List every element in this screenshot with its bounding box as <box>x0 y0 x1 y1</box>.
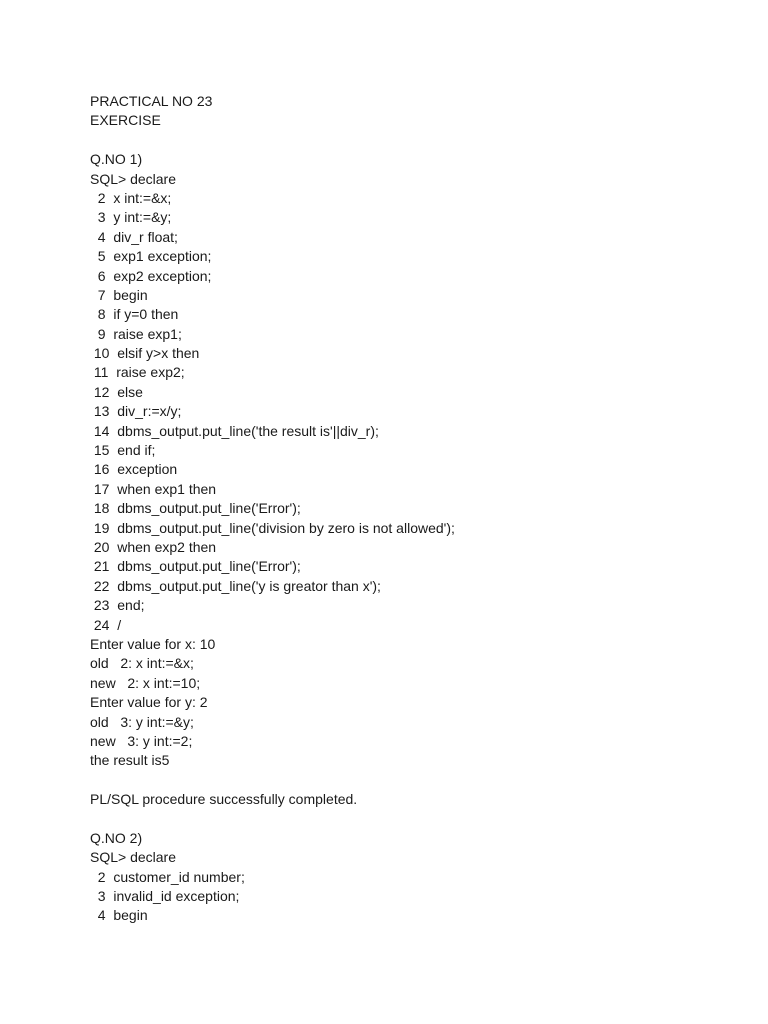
document-line: 9 raise exp1; <box>90 325 182 342</box>
document-line: 4 begin <box>90 907 148 924</box>
document-line: the result is5 <box>90 752 170 769</box>
document-line: 22 dbms_output.put_line('y is greator than x'); <box>90 577 381 594</box>
document-line: 13 div_r:=x/y; <box>90 403 182 420</box>
document-line: Enter value for y: 2 <box>90 694 208 711</box>
document-line: SQL> declare <box>90 849 176 866</box>
document-line: SQL> declare <box>90 170 176 187</box>
document-line: new 2: x int:=10; <box>90 674 201 691</box>
document-line: 3 y int:=&y; <box>90 209 172 226</box>
document-line: 6 exp2 exception; <box>90 267 212 284</box>
document-line: 5 exp1 exception; <box>90 248 212 265</box>
document-line: 7 begin <box>90 286 148 303</box>
document-line: 15 end if; <box>90 442 156 459</box>
document-line: 3 invalid_id exception; <box>90 888 240 905</box>
document-line: EXERCISE <box>90 112 161 129</box>
document-line: 19 dbms_output.put_line('division by zero is not allowed'); <box>90 519 455 536</box>
document-line: Q.NO 2) <box>90 829 143 846</box>
document-line: old 3: y int:=&y; <box>90 713 194 730</box>
document-line: PRACTICAL NO 23 <box>90 93 213 109</box>
document-line: 11 raise exp2; <box>90 364 185 381</box>
document-line: old 2: x int:=&x; <box>90 655 194 672</box>
document-line <box>90 771 730 790</box>
document-line: PL/SQL procedure successfully completed. <box>90 791 358 808</box>
document-line: 20 when exp2 then <box>90 538 217 555</box>
document-line: 10 elsif y>x then <box>90 345 200 362</box>
document-line: 24 / <box>90 616 122 633</box>
document-line: 14 dbms_output.put_line('the result is'||div_r); <box>90 422 379 439</box>
document-line: new 3: y int:=2; <box>90 732 193 749</box>
document-line: 16 exception <box>90 461 178 478</box>
document-text <box>90 92 730 926</box>
document-line: 2 x int:=&x; <box>90 189 172 206</box>
document-line <box>90 809 730 828</box>
document-line: 2 customer_id number; <box>90 868 245 885</box>
document-line: Q.NO 1) <box>90 151 143 168</box>
document-line: 23 end; <box>90 597 145 614</box>
document-line: 21 dbms_output.put_line('Error'); <box>90 558 301 575</box>
document-line: 4 div_r float; <box>90 228 178 245</box>
document-line: 12 else <box>90 383 143 400</box>
document-line: 17 when exp1 then <box>90 480 217 497</box>
document-line: 18 dbms_output.put_line('Error'); <box>90 500 301 517</box>
document-line: Enter value for x: 10 <box>90 635 216 652</box>
document-line: 8 if y=0 then <box>90 306 179 323</box>
document-line <box>90 131 730 150</box>
